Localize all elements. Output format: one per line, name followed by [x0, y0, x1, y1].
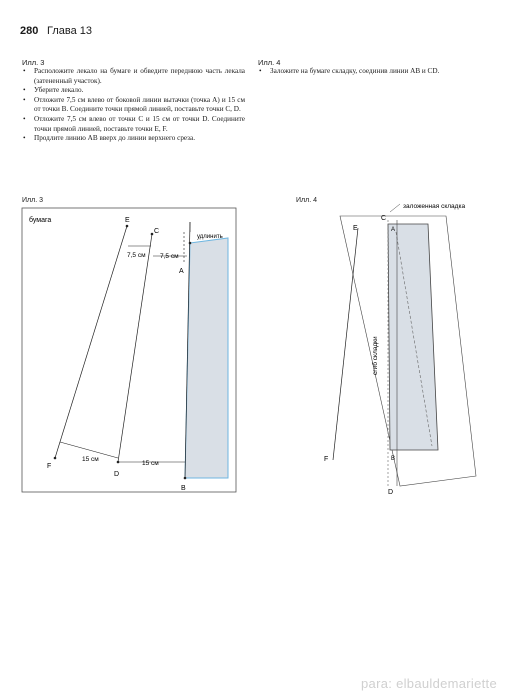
- point-f: F: [47, 463, 52, 470]
- point-c: C: [154, 228, 160, 235]
- point-e: E: [353, 225, 358, 232]
- point-d: D: [388, 489, 394, 496]
- step-item: • Отложите 7,5 см влево от боковой линии вытачки (точка А) и 15 см от точки В. Соедините точки прямой линией, поставьте точки С, D.: [22, 96, 245, 115]
- extend-label: удлинить: [197, 234, 223, 240]
- dim-label: 7,5 см: [160, 253, 179, 260]
- line-ef: [333, 228, 358, 460]
- right-heading: Илл. 4: [258, 58, 281, 67]
- point-b: B: [391, 456, 396, 462]
- dim-label: 15 см: [82, 456, 99, 463]
- footer-watermark: para: elbauldemariette: [361, 676, 497, 691]
- figure4-caption: Илл. 4: [296, 197, 317, 204]
- step-item: • Отложите 7,5 см влево от точки С и 15 см от точки D. Соедините точки прямой линией, поставьте точки Е, F.: [22, 115, 245, 134]
- step-item: • Уберите лекало.: [22, 86, 245, 96]
- point-f: F: [324, 456, 329, 463]
- left-heading: Илл. 3: [22, 58, 45, 67]
- dim-label: 7,5 см: [127, 252, 146, 259]
- dim-label: 15 см: [142, 460, 159, 467]
- point-a: A: [391, 227, 396, 233]
- chapter-title: Глава 13: [47, 25, 93, 37]
- point-d: D: [114, 471, 120, 478]
- step-item: • Заложите на бумаге складку, соединив линии АВ и CD.: [258, 67, 480, 77]
- figure3-caption: Илл. 3: [22, 197, 43, 204]
- fold-line-label: сгиб складки: [372, 336, 379, 375]
- point-b: B: [181, 485, 186, 492]
- paper-label: бумага: [29, 217, 52, 224]
- point-e: E: [125, 217, 130, 224]
- point-c: C: [381, 215, 387, 222]
- page-number: 280: [20, 25, 39, 37]
- step-item: • Продлите линию АВ вверх до линии верхнего среза.: [22, 134, 245, 144]
- point-a: A: [179, 268, 184, 275]
- pattern-piece: [388, 224, 438, 450]
- step-item: • Расположите лекало на бумаге и обведите переднюю часть лекала (затененный участок).: [22, 67, 245, 86]
- fold-label: заложенная складка: [403, 203, 466, 210]
